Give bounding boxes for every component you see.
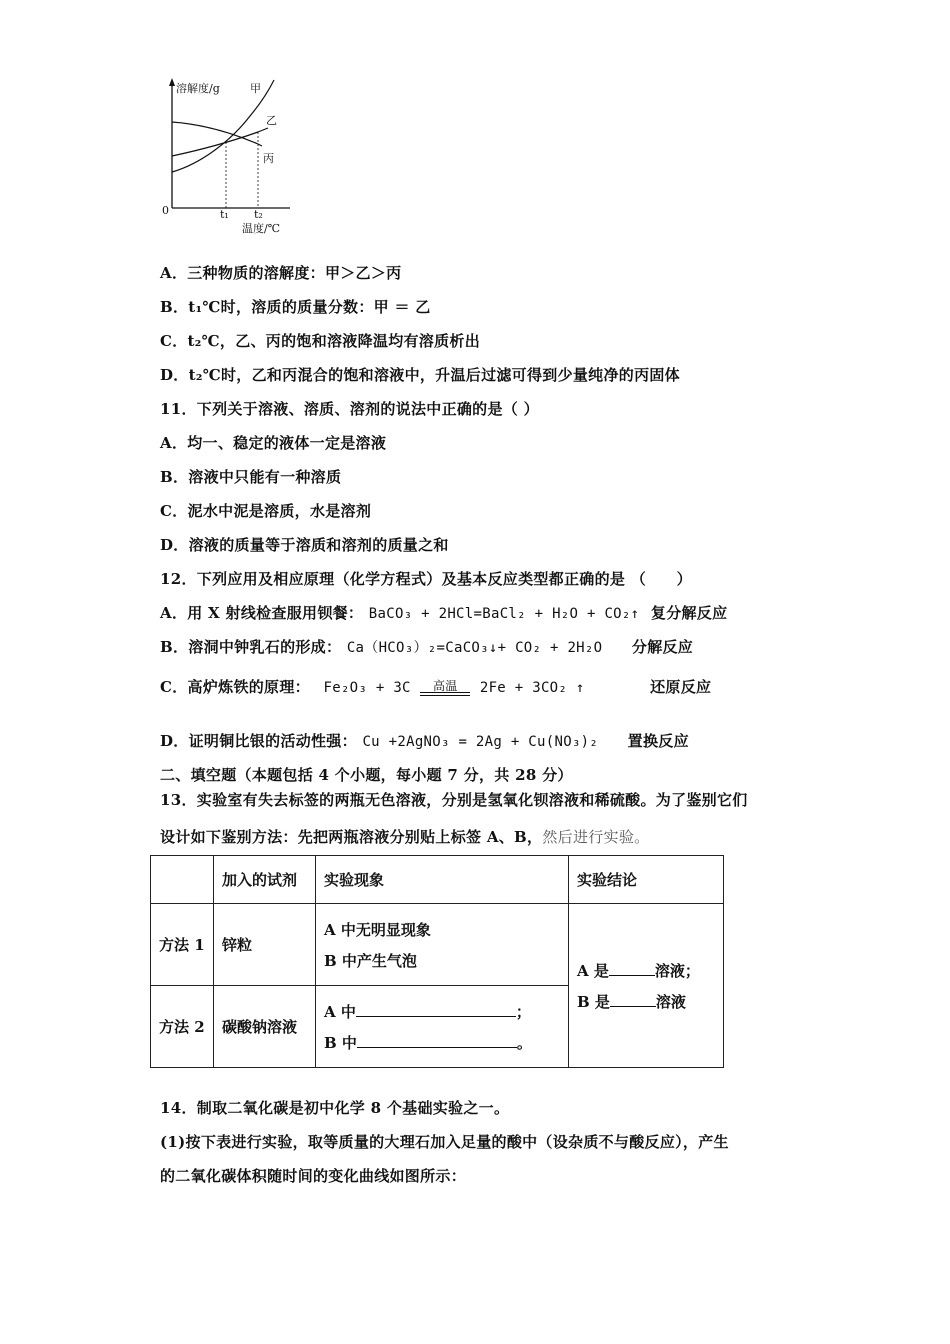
- q11-stem: 11．下列关于溶液、溶质、溶剂的说法中正确的是（ ）: [160, 400, 539, 418]
- section-2-heading: 二、填空题（本题包括 4 个小题，每小题 7 分，共 28 分）: [160, 766, 573, 784]
- conclusion-a-post: 溶液；: [654, 961, 700, 980]
- method-2-b-blank[interactable]: [357, 1033, 517, 1048]
- solubility-graph: [150, 72, 300, 242]
- conclusion-b: [577, 991, 715, 1012]
- origin-label: 0: [162, 204, 169, 217]
- q12-stem: 12．下列应用及相应原理（化学方程式）及基本反应类型都正确的是 （ ）: [160, 570, 692, 588]
- q14-paragraph-1: (1)按下表进行实验，取等质量的大理石加入足量的酸中（设杂质不与酸反应），产生: [160, 1133, 729, 1151]
- q12-c-label: C．高炉炼铁的原理：: [160, 678, 310, 696]
- curve-a-label: 甲: [250, 82, 261, 95]
- q11-option-a: A．均一、稳定的液体一定是溶液: [160, 434, 387, 452]
- q13-stem-line2b: 然后进行实验。: [542, 828, 650, 846]
- q13-experiment-table: [150, 855, 724, 1068]
- q10-option-b: B．t₁℃时，溶质的质量分数：甲 ＝ 乙: [160, 298, 431, 316]
- q13-stem-line2: [160, 826, 649, 847]
- y-axis-label: 溶解度/g: [176, 82, 220, 95]
- method-1-phenomenon: [316, 904, 569, 986]
- method-1-reagent: 锌粒: [214, 904, 316, 986]
- q12-a-label: A．用 X 射线检查服用钡餐：: [160, 604, 364, 622]
- method-2-a-post: ；: [515, 1002, 531, 1021]
- conclusion-a-pre: A 是: [577, 961, 609, 980]
- conclusion-a-blank[interactable]: [609, 961, 655, 976]
- q12-d-label: D．证明铜比银的活动性强：: [160, 732, 357, 750]
- table-row-method-1: [151, 904, 724, 986]
- q12-a-type: 复分解反应: [650, 604, 728, 622]
- method-1-label: 方法 1: [151, 904, 214, 986]
- conclusion-cell: [569, 904, 724, 1068]
- curve-b-label: 乙: [266, 114, 277, 127]
- q12-c-type: 还原反应: [650, 678, 712, 696]
- header-phenomenon: 实验现象: [316, 856, 569, 904]
- method-2-a-pre: A 中: [324, 1002, 356, 1021]
- q14-stem: 14．制取二氧化碳是初中化学 8 个基础实验之一。: [160, 1099, 510, 1117]
- t2-label: t₂: [254, 208, 263, 221]
- conclusion-b-post: 溶液: [655, 992, 686, 1011]
- q12-option-a: [160, 602, 727, 623]
- q13-stem-line1: 13．实验室有失去标签的两瓶无色溶液，分别是氢氧化钡溶液和稀硫酸。为了鉴别它们: [160, 791, 748, 809]
- q12-b-equation: Ca（HCO₃）₂=CaCO₃↓+ CO₂ + 2H₂O: [346, 640, 603, 656]
- method-2-a-blank[interactable]: [356, 1002, 516, 1017]
- q12-c-lhs: Fe₂O₃ + 3C: [323, 680, 411, 696]
- q10-option-c: C．t₂℃，乙、丙的饱和溶液降温均有溶质析出: [160, 332, 481, 350]
- q12-c-rhs: 2Fe + 3CO₂ ↑: [479, 680, 585, 696]
- conclusion-b-pre: B 是: [577, 992, 610, 1011]
- q10-option-a: A．三种物质的溶解度：甲＞乙＞丙: [160, 264, 402, 282]
- q14-paragraph-2: 的二氧化碳体积随时间的变化曲线如图所示：: [160, 1167, 467, 1185]
- q11-option-d: D．溶液的质量等于溶质和溶剂的质量之和: [160, 536, 449, 554]
- t1-label: t₁: [220, 208, 229, 221]
- q12-option-c: [160, 676, 711, 697]
- method-2-reagent: 碳酸钠溶液: [214, 986, 316, 1068]
- method-2-label: 方法 2: [151, 986, 214, 1068]
- q12-b-type: 分解反应: [631, 638, 694, 656]
- x-axis-label: 温度/℃: [242, 222, 281, 235]
- q12-d-type: 置换反应: [627, 732, 689, 750]
- method-2-b-post: 。: [516, 1033, 532, 1052]
- header-reagent: 加入的试剂: [214, 856, 316, 904]
- method-2-phenomenon: [316, 986, 569, 1068]
- q12-c-condition-sign: [420, 680, 470, 696]
- conclusion-a: [577, 960, 715, 981]
- curve-c-label: 丙: [263, 152, 274, 165]
- q10-option-d: D．t₂℃时，乙和丙混合的饱和溶液中，升温后过滤可得到少量纯净的丙固体: [160, 366, 680, 384]
- q12-option-b: [160, 636, 693, 657]
- q12-a-equation: BaCO₃ + 2HCl=BaCl₂ + H₂O + CO₂↑: [368, 606, 640, 622]
- method-2-phenomenon-b: [324, 1032, 560, 1053]
- q13-stem-line2a: 设计如下鉴别方法：先把两瓶溶液分别贴上标签 A、B，: [160, 828, 543, 846]
- method-1-phenomenon-a: A 中无明显现象: [324, 920, 431, 939]
- table-header-row: [151, 856, 724, 904]
- q12-c-condition: 高温: [433, 679, 458, 693]
- q11-option-c: C．泥水中泥是溶质，水是溶剂: [160, 502, 372, 520]
- method-1-phenomenon-b: B 中产生气泡: [324, 951, 417, 970]
- curve-c: [172, 122, 262, 146]
- method-2-b-pre: B 中: [324, 1033, 357, 1052]
- y-axis-arrow: [169, 78, 175, 86]
- table-corner-cell: [151, 856, 214, 904]
- q12-option-d: [160, 730, 689, 751]
- q12-b-label: B．溶洞中钟乳石的形成：: [160, 638, 342, 656]
- q12-d-equation: Cu +2AgNO₃ = 2Ag + Cu(NO₃)₂: [362, 734, 599, 750]
- header-conclusion: 实验结论: [569, 856, 724, 904]
- q11-option-b: B．溶液中只能有一种溶质: [160, 468, 342, 486]
- conclusion-b-blank[interactable]: [610, 992, 656, 1007]
- method-2-phenomenon-a: [324, 1001, 560, 1022]
